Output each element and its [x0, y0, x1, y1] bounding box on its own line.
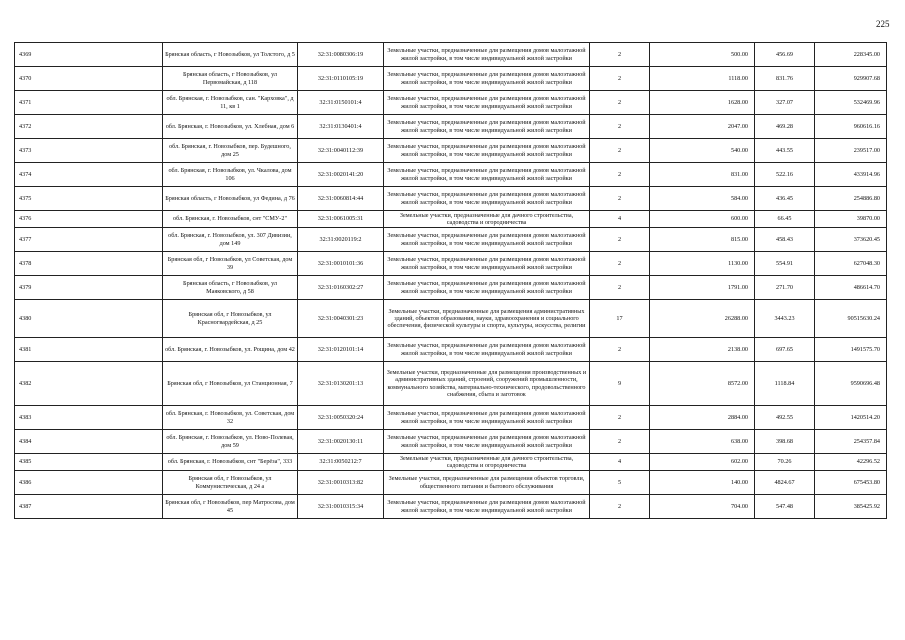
address-cell: обл. Брянская, г. Новозыбков, ул. 307 Дивизии, дом 149	[163, 228, 298, 252]
table-row	[15, 454, 887, 471]
area-cell: 2138.00	[650, 338, 755, 362]
group-cell: 2	[590, 67, 650, 91]
group-cell: 2	[590, 495, 650, 519]
address-cell: обл. Брянская, г. Новозыбков, ул. Ново-Полевая, дом 59	[163, 430, 298, 454]
rate-cell: 469.28	[755, 115, 815, 139]
table-row	[15, 91, 887, 115]
land-use-cell: Земельные участки, предназначенные для размещения административных зданий, объектов образования, науки, здравоохранения и социального обеспечения, физической культуры и спорта, культуры, искусства, религии	[384, 300, 590, 338]
rate-cell: 3443.23	[755, 300, 815, 338]
area-cell: 1130.00	[650, 252, 755, 276]
cadastral-value-cell: 627048.30	[815, 252, 887, 276]
cadastral-number-cell: 32:31:0120101:14	[298, 338, 384, 362]
cadastral-number-cell: 32:31:0010313:82	[298, 471, 384, 495]
page-number: 225	[876, 19, 890, 29]
group-cell: 2	[590, 338, 650, 362]
row-number: 4378	[15, 252, 163, 276]
area-cell: 140.00	[650, 471, 755, 495]
area-cell: 815.00	[650, 228, 755, 252]
row-number: 4381	[15, 338, 163, 362]
land-use-cell: Земельные участки, предназначенные для размещения домов малоэтажной жилой застройки, в том числе индивидуальной жилой застройки	[384, 115, 590, 139]
group-cell: 9	[590, 362, 650, 406]
table-row	[15, 228, 887, 252]
row-number: 4375	[15, 187, 163, 211]
rate-cell: 271.70	[755, 276, 815, 300]
rate-cell: 66.45	[755, 211, 815, 228]
row-number: 4380	[15, 300, 163, 338]
cadastral-number-cell: 32:31:0020130:11	[298, 430, 384, 454]
address-cell: Брянская обл, г Новозыбков, ул Станционная, 7	[163, 362, 298, 406]
address-cell: Брянская область, г Новозыбков, ул Толстого, д 5	[163, 43, 298, 67]
group-cell: 2	[590, 91, 650, 115]
table-row	[15, 43, 887, 67]
row-number: 4384	[15, 430, 163, 454]
row-number: 4370	[15, 67, 163, 91]
rate-cell: 458.43	[755, 228, 815, 252]
area-cell: 638.00	[650, 430, 755, 454]
rate-cell: 554.91	[755, 252, 815, 276]
table-row	[15, 495, 887, 519]
land-use-cell: Земельные участки, предназначенные для размещения домов малоэтажной жилой застройки, в том числе индивидуальной жилой застройки	[384, 67, 590, 91]
rate-cell: 70.26	[755, 454, 815, 471]
area-cell: 704.00	[650, 495, 755, 519]
table-row	[15, 115, 887, 139]
cadastral-value-cell: 532469.96	[815, 91, 887, 115]
row-number: 4377	[15, 228, 163, 252]
cadastral-value-cell: 90515630.24	[815, 300, 887, 338]
address-cell: Брянская обл, г Новозыбков, ул Советская, дом 39	[163, 252, 298, 276]
group-cell: 2	[590, 43, 650, 67]
rate-cell: 4824.67	[755, 471, 815, 495]
cadastral-value-cell: 960616.16	[815, 115, 887, 139]
area-cell: 500.00	[650, 43, 755, 67]
rate-cell: 398.68	[755, 430, 815, 454]
area-cell: 831.00	[650, 163, 755, 187]
row-number: 4373	[15, 139, 163, 163]
rate-cell: 1118.84	[755, 362, 815, 406]
cadastral-value-cell: 486614.70	[815, 276, 887, 300]
cadastral-number-cell: 32:31:0040301:23	[298, 300, 384, 338]
address-cell: обл. Брянская, г. Новозыбков, снт "СМУ-2"	[163, 211, 298, 228]
land-use-cell: Земельные участки, предназначенные для дачного строительства, садоводства и огородничества	[384, 454, 590, 471]
land-use-cell: Земельные участки, предназначенные для дачного строительства, садоводства и огородничества	[384, 211, 590, 228]
address-cell: обл. Брянская, г. Новозыбков, пер. Будешного, дом 25	[163, 139, 298, 163]
area-cell: 602.00	[650, 454, 755, 471]
area-cell: 600.00	[650, 211, 755, 228]
rate-cell: 492.55	[755, 406, 815, 430]
land-use-cell: Земельные участки, предназначенные для размещения домов малоэтажной жилой застройки, в том числе индивидуальной жилой застройки	[384, 495, 590, 519]
address-cell: Брянская область, г Новозыбков, ул Маяковского, д 58	[163, 276, 298, 300]
cadastral-number-cell: 32:31:0010315:34	[298, 495, 384, 519]
rate-cell: 443.55	[755, 139, 815, 163]
cadastral-number-cell: 32:31:0010101:36	[298, 252, 384, 276]
cadastral-number-cell: 32:31:0060814:44	[298, 187, 384, 211]
area-cell: 584.00	[650, 187, 755, 211]
cadastral-number-cell: 32:31:0061005:31	[298, 211, 384, 228]
address-cell: обл. Брянская, г. Новозыбков, ул. Советская, дом 32	[163, 406, 298, 430]
area-cell: 1118.00	[650, 67, 755, 91]
table-row	[15, 471, 887, 495]
cadastral-value-cell: 39870.00	[815, 211, 887, 228]
area-cell: 8572.00	[650, 362, 755, 406]
group-cell: 17	[590, 300, 650, 338]
group-cell: 2	[590, 187, 650, 211]
group-cell: 4	[590, 211, 650, 228]
cadastral-number-cell: 32:31:0110105:19	[298, 67, 384, 91]
table-row	[15, 338, 887, 362]
land-use-cell: Земельные участки, предназначенные для размещения домов малоэтажной жилой застройки, в том числе индивидуальной жилой застройки	[384, 406, 590, 430]
address-cell: обл. Брянская, г. Новозыбков, ул. Чкалова, дом 106	[163, 163, 298, 187]
row-number: 4379	[15, 276, 163, 300]
area-cell: 540.00	[650, 139, 755, 163]
land-registry-table	[14, 42, 887, 519]
cadastral-value-cell: 9590696.48	[815, 362, 887, 406]
address-cell: Брянская обл, г Новозыбков, пер Матросова, дом 45	[163, 495, 298, 519]
area-cell: 2047.00	[650, 115, 755, 139]
rate-cell: 831.76	[755, 67, 815, 91]
cadastral-value-cell: 254886.80	[815, 187, 887, 211]
cadastral-number-cell: 32:31:0050320:24	[298, 406, 384, 430]
cadastral-value-cell: 228345.00	[815, 43, 887, 67]
address-cell: обл. Брянская, г. Новозыбков, ул. Рощина, дом 42	[163, 338, 298, 362]
cadastral-number-cell: 32:31:0080306:19	[298, 43, 384, 67]
cadastral-number-cell: 32:31:0150101:4	[298, 91, 384, 115]
group-cell: 2	[590, 115, 650, 139]
table-row	[15, 430, 887, 454]
land-use-cell: Земельные участки, предназначенные для размещения домов малоэтажной жилой застройки, в том числе индивидуальной жилой застройки	[384, 139, 590, 163]
area-cell: 2884.00	[650, 406, 755, 430]
table-row	[15, 300, 887, 338]
cadastral-value-cell: 929907.68	[815, 67, 887, 91]
address-cell: Брянская обл, г Новозыбков, ул Коммунистическая, д 24 а	[163, 471, 298, 495]
group-cell: 2	[590, 430, 650, 454]
land-use-cell: Земельные участки, предназначенные для размещения домов малоэтажной жилой застройки, в том числе индивидуальной жилой застройки	[384, 338, 590, 362]
land-use-cell: Земельные участки, предназначенные для размещения объектов торговли, общественного питания и бытового обслуживания	[384, 471, 590, 495]
group-cell: 2	[590, 228, 650, 252]
cadastral-value-cell: 42296.52	[815, 454, 887, 471]
area-cell: 26288.00	[650, 300, 755, 338]
address-cell: обл. Брянская, г. Новозыбков, снт "Берёза", 333	[163, 454, 298, 471]
row-number: 4383	[15, 406, 163, 430]
cadastral-number-cell: 32:31:0130201:13	[298, 362, 384, 406]
cadastral-number-cell: 32:31:0020119:2	[298, 228, 384, 252]
cadastral-number-cell: 32:31:0130401:4	[298, 115, 384, 139]
cadastral-value-cell: 1491575.70	[815, 338, 887, 362]
cadastral-value-cell: 433914.96	[815, 163, 887, 187]
rate-cell: 697.65	[755, 338, 815, 362]
land-use-cell: Земельные участки, предназначенные для размещения производственных и административных зданий, строений, сооружений промышленности, коммунального хозяйства, материально-технического, продовольственного снабжения, сбыта и заготовок	[384, 362, 590, 406]
land-use-cell: Земельные участки, предназначенные для размещения домов малоэтажной жилой застройки, в том числе индивидуальной жилой застройки	[384, 228, 590, 252]
table-row	[15, 211, 887, 228]
row-number: 4376	[15, 211, 163, 228]
row-number: 4382	[15, 362, 163, 406]
table-row	[15, 139, 887, 163]
row-number: 4369	[15, 43, 163, 67]
land-use-cell: Земельные участки, предназначенные для размещения домов малоэтажной жилой застройки, в том числе индивидуальной жилой застройки	[384, 91, 590, 115]
table-body	[15, 43, 887, 519]
cadastral-number-cell: 32:31:0050212:7	[298, 454, 384, 471]
rate-cell: 456.69	[755, 43, 815, 67]
area-cell: 1791.00	[650, 276, 755, 300]
rate-cell: 436.45	[755, 187, 815, 211]
area-cell: 1628.00	[650, 91, 755, 115]
row-number: 4385	[15, 454, 163, 471]
table-row	[15, 276, 887, 300]
table-row	[15, 163, 887, 187]
land-use-cell: Земельные участки, предназначенные для размещения домов малоэтажной жилой застройки, в том числе индивидуальной жилой застройки	[384, 187, 590, 211]
group-cell: 2	[590, 139, 650, 163]
land-use-cell: Земельные участки, предназначенные для размещения домов малоэтажной жилой застройки, в том числе индивидуальной жилой застройки	[384, 276, 590, 300]
row-number: 4387	[15, 495, 163, 519]
row-number: 4386	[15, 471, 163, 495]
rate-cell: 327.07	[755, 91, 815, 115]
cadastral-value-cell: 675453.80	[815, 471, 887, 495]
row-number: 4372	[15, 115, 163, 139]
rate-cell: 547.48	[755, 495, 815, 519]
cadastral-value-cell: 385425.92	[815, 495, 887, 519]
cadastral-value-cell: 239517.00	[815, 139, 887, 163]
table-row	[15, 67, 887, 91]
cadastral-value-cell: 373620.45	[815, 228, 887, 252]
group-cell: 2	[590, 276, 650, 300]
land-use-cell: Земельные участки, предназначенные для размещения домов малоэтажной жилой застройки, в том числе индивидуальной жилой застройки	[384, 430, 590, 454]
cadastral-number-cell: 32:31:0020141:20	[298, 163, 384, 187]
cadastral-value-cell: 1420514.20	[815, 406, 887, 430]
row-number: 4374	[15, 163, 163, 187]
group-cell: 2	[590, 252, 650, 276]
land-use-cell: Земельные участки, предназначенные для размещения домов малоэтажной жилой застройки, в том числе индивидуальной жилой застройки	[384, 252, 590, 276]
cadastral-value-cell: 254357.84	[815, 430, 887, 454]
group-cell: 5	[590, 471, 650, 495]
row-number: 4371	[15, 91, 163, 115]
cadastral-number-cell: 32:31:0160302:27	[298, 276, 384, 300]
address-cell: Брянская обл, г Новозыбков, ул Красногвардейская, д 25	[163, 300, 298, 338]
land-use-cell: Земельные участки, предназначенные для размещения домов малоэтажной жилой застройки, в том числе индивидуальной жилой застройки	[384, 43, 590, 67]
group-cell: 2	[590, 163, 650, 187]
cadastral-number-cell: 32:31:0040112:39	[298, 139, 384, 163]
rate-cell: 522.16	[755, 163, 815, 187]
group-cell: 4	[590, 454, 650, 471]
group-cell: 2	[590, 406, 650, 430]
table-row	[15, 406, 887, 430]
table-row	[15, 187, 887, 211]
table-row	[15, 252, 887, 276]
address-cell: обл. Брянская, г. Новозыбков, ул. Хлебная, дом 6	[163, 115, 298, 139]
address-cell: Брянская область, г Новозыбков, ул Федина, д 76	[163, 187, 298, 211]
table-row	[15, 362, 887, 406]
address-cell: Брянская область, г Новозыбков, ул Первомайская, д 118	[163, 67, 298, 91]
address-cell: обл. Брянская, г. Новозыбков, сан. "Карховка", д 11, кв 1	[163, 91, 298, 115]
land-use-cell: Земельные участки, предназначенные для размещения домов малоэтажной жилой застройки, в том числе индивидуальной жилой застройки	[384, 163, 590, 187]
